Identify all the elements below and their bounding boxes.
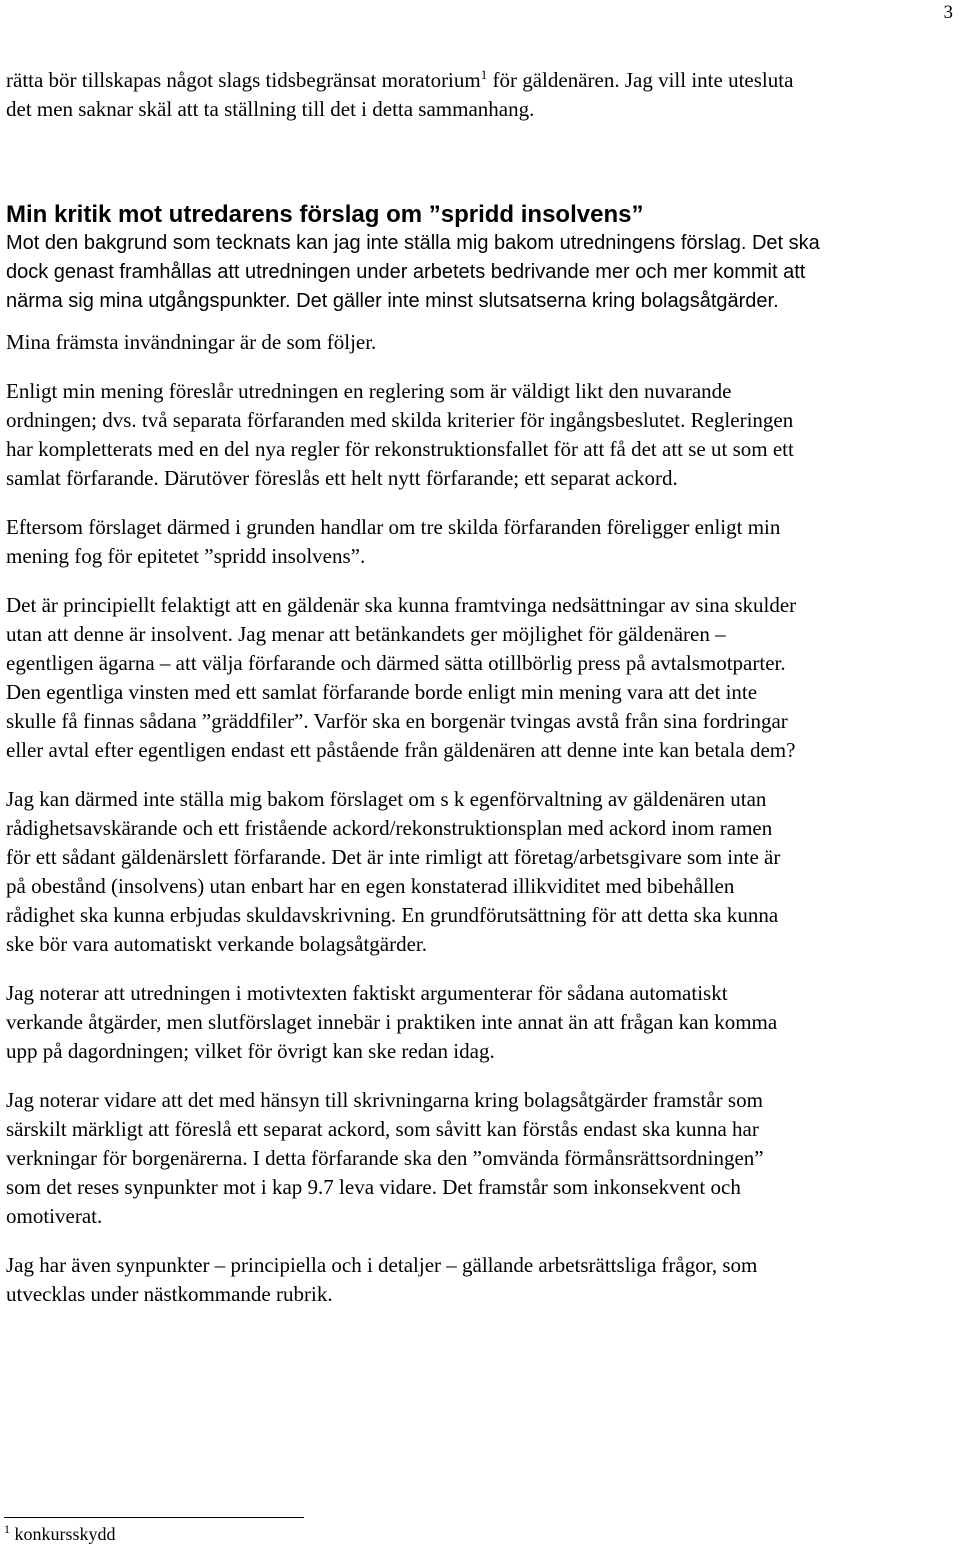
- paragraph-line: dock genast framhållas att utredningen under arbetets bedrivande mer och mer kommit att: [6, 261, 806, 283]
- paragraph-line: som det reses synpunkter mot i kap 9.7 leva vidare. Det framstår som inkonsekvent och: [6, 1175, 741, 1199]
- body-paragraphs: [6, 328, 958, 1309]
- page-number: 3: [943, 2, 953, 23]
- section-heading: Min kritik mot utredarens förslag om ”spridd insolvens”: [6, 201, 644, 228]
- paragraph-line: samlat förfarande. Därutöver föreslås ett helt nytt förfarande; ett separat ackord.: [6, 466, 678, 490]
- paragraph-line: närma sig mina utgångspunkter. Det gäller inte minst slutsatserna kring bolagsåtgärder.: [6, 290, 779, 312]
- body-paragraph: [6, 377, 958, 493]
- paragraph-line: har kompletterats med en del nya regler för rekonstruktionsfallet för att få det att se ut som ett: [6, 437, 794, 461]
- paragraph-line: Enligt min mening föreslår utredningen en reglering som är väldigt likt den nuvarande: [6, 379, 732, 403]
- paragraph-line: Det är principiellt felaktigt att en gäldenär ska kunna framtvinga nedsättningar av sina skulder: [6, 593, 797, 617]
- footnote-separator: [4, 1517, 304, 1518]
- intro-text: för gäldenären. Jag vill inte utesluta: [487, 68, 794, 92]
- paragraph-line: ske bör vara automatiskt verkande bolagsåtgärder.: [6, 932, 428, 956]
- paragraph-line: Mot den bakgrund som tecknats kan jag inte ställa mig bakom utredningens förslag. Det ska: [6, 232, 820, 254]
- body-paragraph: [6, 785, 958, 959]
- paragraph-line: utvecklas under nästkommande rubrik.: [6, 1282, 333, 1306]
- intro-text: rätta bör tillskapas något slags tidsbegränsat moratorium: [6, 68, 481, 92]
- document-body: [6, 66, 958, 1329]
- paragraph-line: Jag noterar vidare att det med hänsyn till skrivningarna kring bolagsåtgärder framstår som: [6, 1088, 763, 1112]
- paragraph-line: skulle få finnas sådana ”gräddfiler”. Varför ska en borgenär tvingas avstå från sina fordringar: [6, 709, 788, 733]
- paragraph-line: på obestånd (insolvens) utan enbart har en egen konstaterad illikviditet med bibehållen: [6, 874, 735, 898]
- paragraph-line: Mina främsta invändningar är de som följer.: [6, 330, 377, 354]
- paragraph-line: Jag noterar att utredningen i motivtexten faktiskt argumenterar för sådana automatiskt: [6, 981, 728, 1005]
- paragraph-line: Den egentliga vinsten med ett samlat förfarande borde enligt min mening vara att det inte: [6, 680, 758, 704]
- paragraph-line: verkande åtgärder, men slutförslaget innebär i praktiken inte annat än att frågan kan komma: [6, 1010, 778, 1034]
- paragraph-line: särskilt märkligt att föreslå ett separat ackord, som såvitt kan förstås endast ska kunna har: [6, 1117, 759, 1141]
- paragraph-line: Jag kan därmed inte ställa mig bakom förslaget om s k egenförvaltning av gäldenären utan: [6, 787, 767, 811]
- paragraph-line: mening fog för epitetet ”spridd insolvens”.: [6, 544, 366, 568]
- paragraph-line: rådighetsavskärande och ett fristående ackord/rekonstruktionsplan med ackord inom ramen: [6, 816, 773, 840]
- paragraph-line: ordningen; dvs. två separata förfaranden med skilda kriterier för ingångsbeslutet. Regleringen: [6, 408, 794, 432]
- footnote-number: 1: [4, 1522, 10, 1536]
- section-lead-paragraph: [6, 229, 958, 316]
- paragraph-line: Jag har även synpunkter – principiella och i detaljer – gällande arbetsrättsliga frågor, som: [6, 1253, 758, 1277]
- paragraph-line: rådighet ska kunna erbjudas skuldavskrivning. En grundförutsättning för att detta ska kunna: [6, 903, 779, 927]
- paragraph-line: det men saknar skäl att ta ställning till det i detta sammanhang.: [6, 97, 535, 121]
- body-paragraph: [6, 979, 958, 1066]
- intro-paragraph: [6, 66, 958, 124]
- paragraph-line: utan att denne är insolvent. Jag menar att betänkandets ger möjlighet för gäldenären –: [6, 622, 726, 646]
- paragraph-line: Eftersom förslaget därmed i grunden handlar om tre skilda förfaranden föreligger enligt min: [6, 515, 781, 539]
- paragraph-line: [6, 66, 958, 95]
- paragraph-line: verkningar för borgenärerna. I detta förfarande ska den ”omvända förmånsrättsordningen”: [6, 1146, 764, 1170]
- footnote-reference[interactable]: 1: [480, 67, 488, 82]
- paragraph-line: eller avtal efter egentligen endast ett påstående från gäldenären att denne inte kan betala dem?: [6, 738, 796, 762]
- paragraph-line: omotiverat.: [6, 1204, 103, 1228]
- paragraph-line: för ett sådant gäldenärslett förfarande. Det är inte rimligt att företag/arbetsgivare som inte är: [6, 845, 781, 869]
- body-paragraph: [6, 328, 958, 357]
- body-paragraph: [6, 513, 958, 571]
- footnote-text: konkursskydd: [14, 1524, 116, 1544]
- paragraph-line: egentligen ägarna – att välja förfarande och därmed sätta otillbörlig press på avtalsmotparter.: [6, 651, 786, 675]
- body-paragraph: [6, 1251, 958, 1309]
- body-paragraph: [6, 591, 958, 765]
- body-paragraph: [6, 1086, 958, 1231]
- paragraph-line: upp på dagordningen; vilket för övrigt kan ske redan idag.: [6, 1039, 495, 1063]
- footnote: [4, 1523, 116, 1545]
